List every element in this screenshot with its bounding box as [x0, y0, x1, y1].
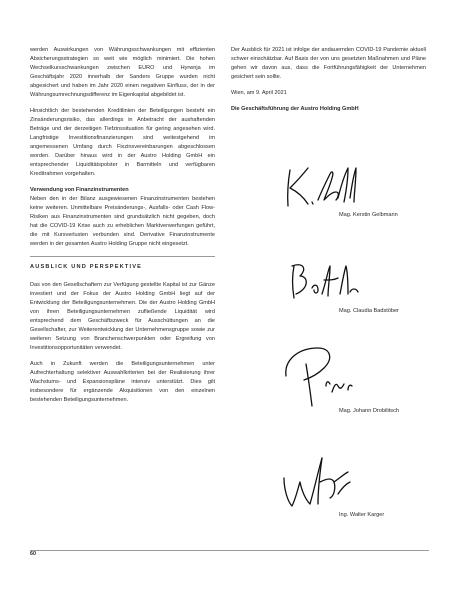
signature-badstoeber — [278, 258, 368, 302]
page-number: 60 — [30, 551, 39, 557]
right-column — [231, 46, 426, 114]
paragraph-outlook-2021: Der Ausblick für 2021 ist infolge der andauernden COVID-19 Pandemie aktuell schwer einschätzbar. Auf Basis der von uns gesetzten Maßnahmen und Pläne gehen wir davon aus, dass die Fortführungsfähigkeit der Unternehmen gesichert sein sollte. — [231, 47, 426, 80]
section-title-outlook: AUSBLICK UND PERSPEKTIVE — [30, 264, 143, 271]
signatory-name-1: Mag. Kerstin Gelbmann — [339, 212, 398, 218]
signatory-name-4: Ing. Walter Karger — [339, 512, 385, 518]
footer-divider — [30, 550, 429, 551]
signature-gelbmann — [278, 162, 368, 210]
management-heading: Die Geschäftsführung der Austro Holding GmbH — [231, 106, 359, 113]
signatory-name-3: Mag. Johann Drobilitsch — [339, 408, 400, 414]
section-divider — [30, 256, 215, 257]
left-column — [30, 46, 215, 412]
heading-financial-instruments: Verwendung von Finanzinstrumenten — [30, 187, 129, 194]
paragraph-interest-risk: Hinsichtlich der bestehenden Kreditlinien der Beteiligungen besteht ein Zinsänderungsrisiko, das allerdings in Anbetracht der aushaftenden Beträge und der derzeitigen Tiefzinssituation für gering angesehen wird. Langfristige Investitionsfinanzierungen sind weitestgehend im angemessenen Umfang durch Fixzinsvereinbarungen abgeschlossen worden. Darüber hinaus wird in der Austro Holding GmbH ein entsprechender Liquiditätspolster in Barmitteln und verfügbaren Kreditrahmen vorgehalten. — [30, 108, 215, 177]
signatory-name-2: Mag. Claudia Badstöber — [339, 308, 400, 314]
paragraph-currency-risk: werden Auswirkungen von Währungsschwankungen mit effizienten Absicherungsstrategien so weit wie möglich minimiert. Die hohen Wechselkursschwankungen zwischen EURO und Hyrwnja im Geschäftsjahr 2020 innerhalb der Sanders Gruppe wurden nicht abgesichert und haben im Jahr 2020 einen negativen Einfluss, der in der Währungsumrechnungsdifferenz im Eigenkapital abgebildet ist. — [30, 47, 215, 98]
paragraph-capital: Das von den Gesellschaftern zur Verfügung gestellte Kapital ist zur Gänze investiert und der Fokus der Austro Holding GmbH liegt auf der Entwicklung der Beteiligungsunternehmen. Die der Austro Holding GmbH von ihren Beteiligungsunternehmen zufließende Liquidität wird entsprechend dem Geschäftszweck für Ausschüttungen an die Gesellschafter, zur Weiterentwicklung der Unternehmensgruppe sowie zur weiteren Setzung von Branchenschwerpunkten oder Ergreifung von Investitionsopportunitäten verwendet. — [30, 282, 215, 352]
date-line: Wien, am 9. April 2021 — [231, 90, 287, 97]
paragraph-financial-instruments: Neben den in der Bilanz ausgewiesenen Finanzinstrumenten bestehen keine weiteren. Unmittelbare Preisänderungs-, Ausfalls- oder Cash Flow-Risiken aus Finanzinstrumenten sind grundsätzlich nicht gegeben, doch hat die COVID-19 Krise auch zu erheblichen Marktverwerfungen geführt, die mit Kursverlusten verbunden sind. Derivative Finanzinstrumente werden in der gesamten Austro Holding Gruppe nicht eingesetzt. — [30, 196, 215, 248]
signature-karger — [278, 448, 368, 514]
signature-drobilitsch — [278, 340, 368, 410]
paragraph-future: Auch in Zukunft werden die Beteiligungsunternehmen unter Aufrechterhaltung selektiver Auswahlkriterien bei der Realisierung ihrer Wachstums- und Expansionspläne intensiv unterstützt. Dies gilt insbesondere für ergänzende Akquisitionen von den einzelnen bestehenden Beteiligungsunternehmen. — [30, 361, 215, 404]
